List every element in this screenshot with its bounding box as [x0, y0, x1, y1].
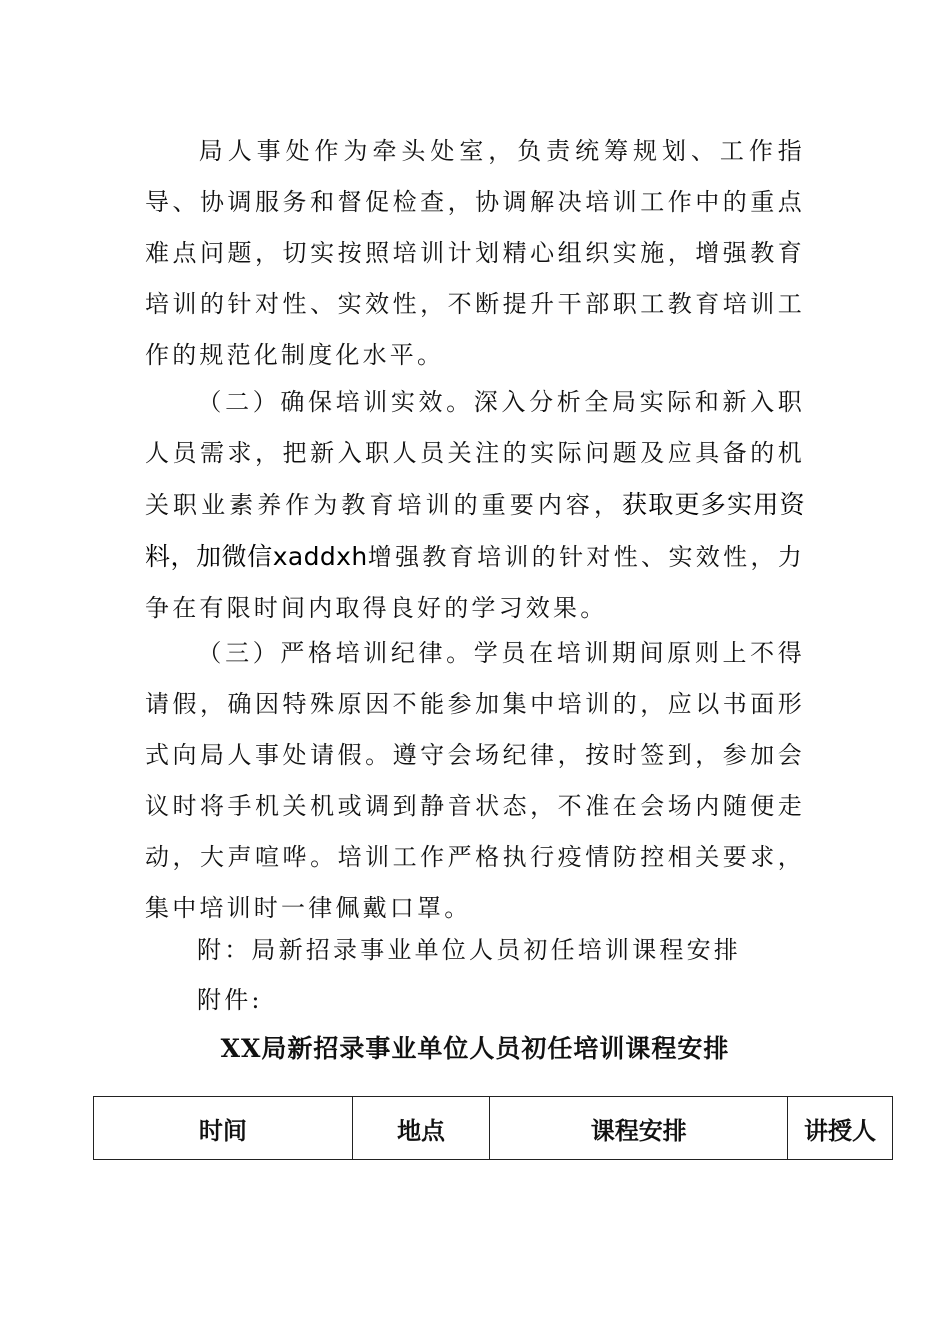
attachment-note: 附：局新招录事业单位人员初任培训课程安排 [197, 936, 741, 964]
paragraph-training-discipline [145, 628, 805, 934]
paragraph-text: （三）严格培训纪律。学员在培训期间原则上不得请假，确因特殊原因不能参加集中培训的，应以书面形式向局人事处请假。遵守会场纪律，按时签到，参加会议时将手机关机或调到静音状态，不准在会场内随便走动，大声喧哗。培训工作严格执行疫情防控相关要求，集中培训时一律佩戴口罩。 [145, 639, 805, 922]
paragraph-training-effect [145, 377, 805, 634]
paragraph-text: 局人事处作为牵头处室，负责统筹规划、工作指导、协调服务和督促检查，协调解决培训工作中的重点难点问题，切实按照培训计划精心组织实施，增强教育培训的针对性、实效性，不断提升干部职工教育培训工作的规范化制度化水平。 [145, 137, 805, 369]
paragraph-organization [145, 126, 805, 381]
header-time: 时间 [94, 1097, 353, 1160]
header-lecturer: 讲授人 [788, 1097, 893, 1160]
attachment-label: 附件: [197, 986, 263, 1014]
paragraph-text: 增强教育培训的针对性、实效性，力争在有限时间内取得良好的学习效果。 [145, 543, 805, 622]
header-location: 地点 [352, 1097, 490, 1160]
paragraph-text: （二）确保培训实效。深入分析全局实际和新入职人员需求，把新入职人员关注的实际问题及应具备的机关职业素养作为教育培训的重要内容， [145, 388, 805, 519]
header-course: 课程安排 [490, 1097, 788, 1160]
schedule-title: XX局新招录事业单位人员初任培训课程安排 [220, 1034, 730, 1063]
table-header-row [94, 1097, 893, 1160]
schedule-table [93, 1096, 893, 1160]
inserted-promo-text: 获取更多实用资料，加微信xaddxh [145, 490, 805, 571]
